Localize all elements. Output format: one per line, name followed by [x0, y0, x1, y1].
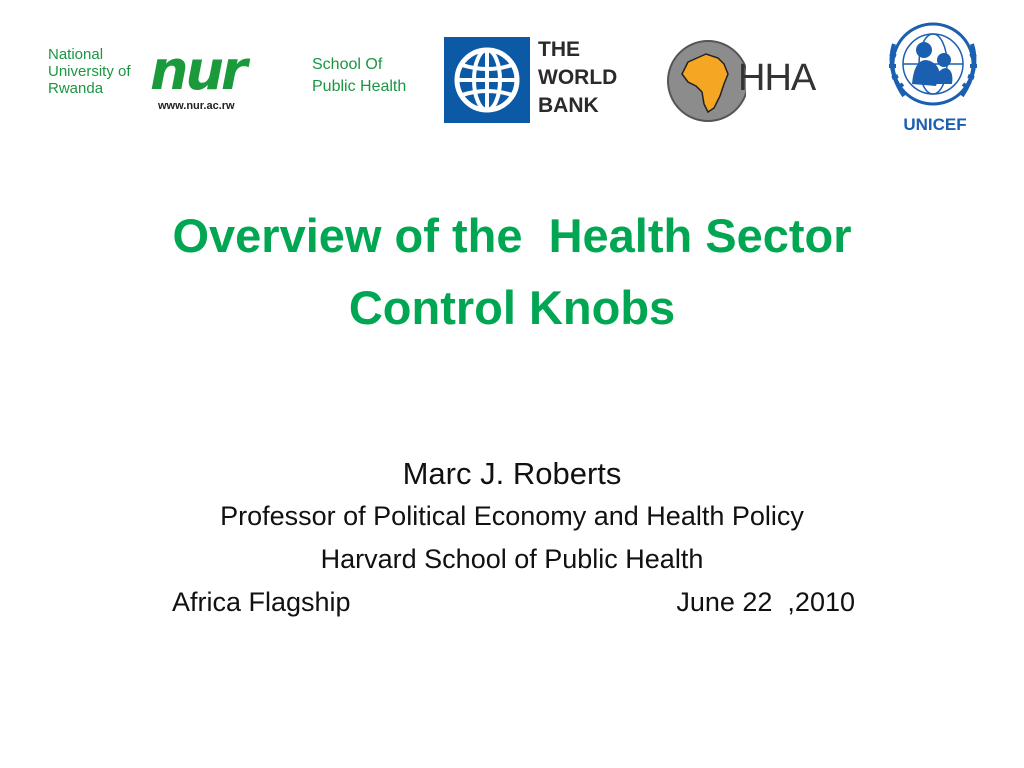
sph-line: School Of	[312, 56, 383, 73]
sph-line: Public Health	[312, 78, 407, 95]
logo-strip	[0, 0, 1024, 150]
world-bank-line: WORLD	[538, 66, 618, 89]
hha-logo	[666, 34, 736, 128]
presenter-position: Professor of Political Economy and Health Policy	[220, 501, 804, 531]
title-line: Control Knobs	[348, 281, 676, 334]
nur-name-line: National	[48, 46, 104, 63]
globe-icon	[444, 37, 530, 123]
unicef-emblem-icon	[874, 14, 992, 118]
nur-name	[48, 46, 148, 97]
event-date-row	[162, 581, 862, 624]
unicef-wordmark: UNICEF	[903, 115, 967, 134]
event-date: June 22 ,2010	[676, 587, 855, 617]
presenter-info	[60, 452, 964, 624]
world-bank-line: BANK	[538, 94, 599, 117]
slide-title	[60, 200, 964, 344]
nur-name-line: Rwanda	[48, 80, 104, 97]
world-bank-name	[538, 36, 617, 120]
presenter-institution: Harvard School of Public Health	[320, 544, 704, 574]
nur-url: www.nur.ac.rw	[158, 100, 235, 112]
nur-name-line: University of	[48, 63, 131, 80]
africa-map-icon	[666, 34, 746, 128]
nur-wordmark: nur	[150, 39, 245, 102]
hha-wordmark: HHA	[738, 57, 816, 99]
school-of-public-health-logo	[312, 54, 422, 98]
title-line: Overview of the Health Sector	[172, 209, 852, 262]
event-name: Africa Flagship	[172, 587, 351, 617]
presenter-name: Marc J. Roberts	[402, 456, 622, 491]
world-bank-globe-icon	[444, 37, 530, 123]
world-bank-line: THE	[538, 38, 580, 61]
